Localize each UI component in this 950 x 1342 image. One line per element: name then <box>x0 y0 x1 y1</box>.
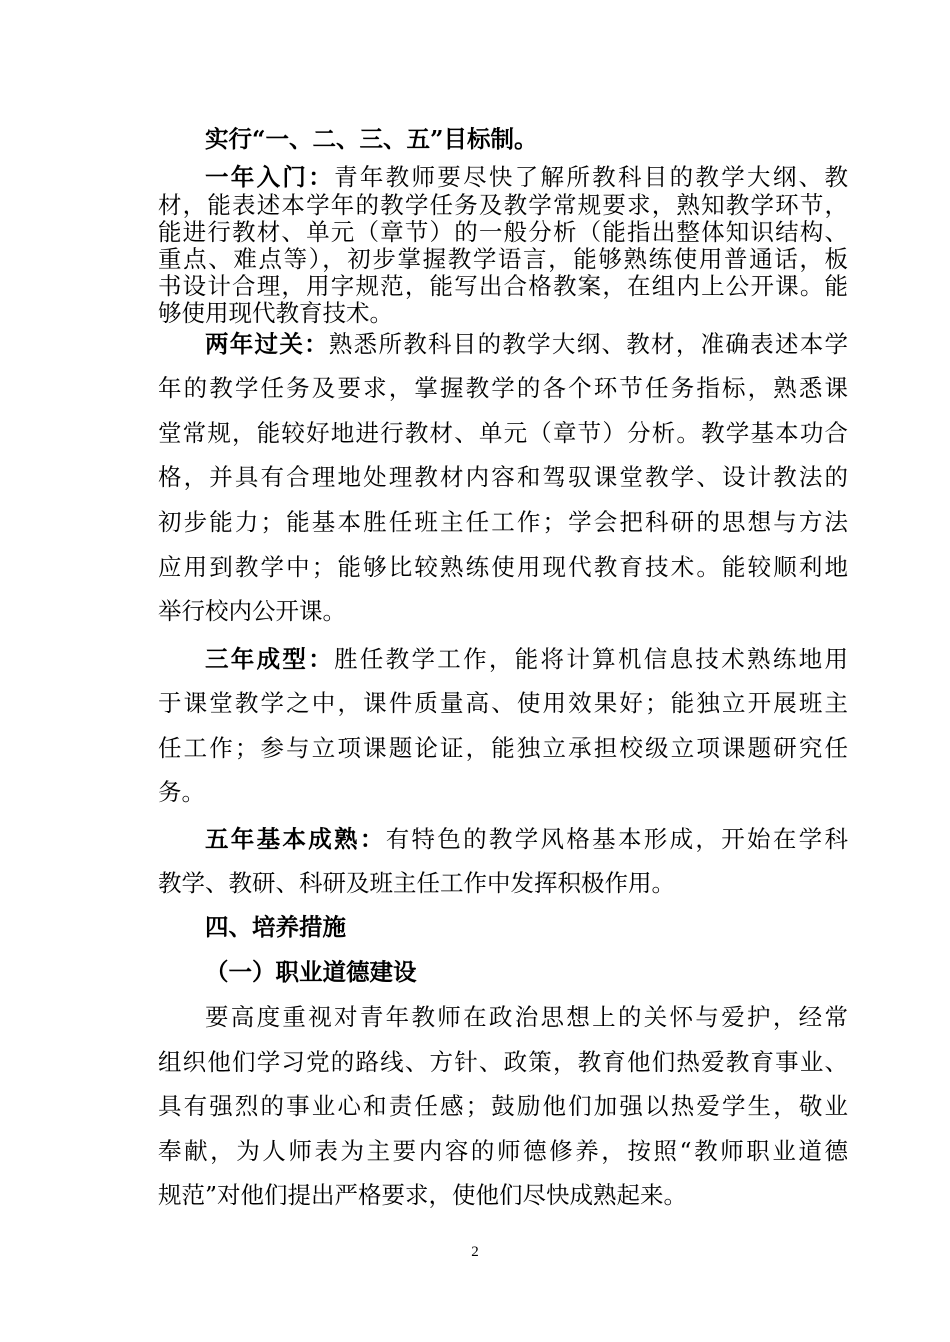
para1-line-4: 重点、难点等），初步掌握教学语言，能够熟练使用普通话，板 <box>158 245 848 273</box>
para2-line-2: 年的教学任务及要求，掌握教学的各个环节任务指标，熟悉课 <box>158 374 848 402</box>
para5-line-5: 规范”对他们提出严格要求，使他们尽快成熟起来。 <box>158 1181 688 1209</box>
subsection-heading: （一）职业道德建设 <box>205 958 417 986</box>
para4-line-1: 五年基本成熟：有特色的教学风格基本形成，开始在学科 <box>205 825 848 853</box>
section-heading: 四、培养措施 <box>205 913 346 941</box>
para1-line-6: 够使用现代教育技术。 <box>158 299 393 327</box>
para2-line-4: 格，并具有合理地处理教材内容和驾驭课堂教学、设计教法的 <box>158 463 848 491</box>
para5-line-4: 奉献，为人师表为主要内容的师德修养，按照“教师职业道德 <box>158 1137 848 1165</box>
para2-line-1: 两年过关：熟悉所教科目的教学大纲、教材，准确表述本学 <box>205 330 849 358</box>
para2-lead: 两年过关： <box>205 330 329 358</box>
para3-line-1: 三年成型：胜任教学工作，能将计算机信息技术熟练地用 <box>205 645 848 673</box>
para4-line-2: 教学、教研、科研及班主任工作中发挥积极作用。 <box>158 869 675 897</box>
para2-line-6: 应用到教学中；能够比较熟练使用现代教育技术。能较顺利地 <box>158 553 848 581</box>
para5-line-3: 具有强烈的事业心和责任感；鼓励他们加强以热爱学生，敬业 <box>158 1092 848 1120</box>
para2-line-7: 举行校内公开课。 <box>158 597 346 625</box>
para3-line-4: 务。 <box>158 778 205 806</box>
intro-heading: 实行“一、二、三、五”目标制。 <box>205 125 538 153</box>
para1-lead: 一年入门： <box>205 163 335 191</box>
para5-line-2: 组织他们学习党的路线、方针、政策，教育他们热爱教育事业、 <box>158 1048 848 1076</box>
para1-line-3: 能进行教材、单元（章节）的一般分析（能指出整体知识结构、 <box>158 218 848 246</box>
para3-line-2: 于课堂教学之中，课件质量高、使用效果好；能独立开展班主 <box>158 689 848 717</box>
para1-line-5: 书设计合理，用字规范，能写出合格教案，在组内上公开课。能 <box>158 272 848 300</box>
page-number: 2 <box>471 1244 479 1260</box>
para1-line-2: 材，能表述本学年的教学任务及教学常规要求，熟知教学环节， <box>158 191 848 219</box>
para2-line-5: 初步能力；能基本胜任班主任工作；学会把科研的思想与方法 <box>158 508 848 536</box>
para2-line-3: 堂常规，能较好地进行教材、单元（章节）分析。教学基本功合 <box>158 419 848 447</box>
para5-line-1: 要高度重视对青年教师在政治思想上的关怀与爱护，经常 <box>205 1003 848 1031</box>
para1-line-1: 一年入门：青年教师要尽快了解所教科目的教学大纲、教 <box>205 163 848 191</box>
para3-line-3: 任工作；参与立项课题论证，能独立承担校级立项课题研究任 <box>158 734 848 762</box>
para3-lead: 三年成型： <box>205 645 335 673</box>
para4-lead: 五年基本成熟： <box>205 825 386 853</box>
